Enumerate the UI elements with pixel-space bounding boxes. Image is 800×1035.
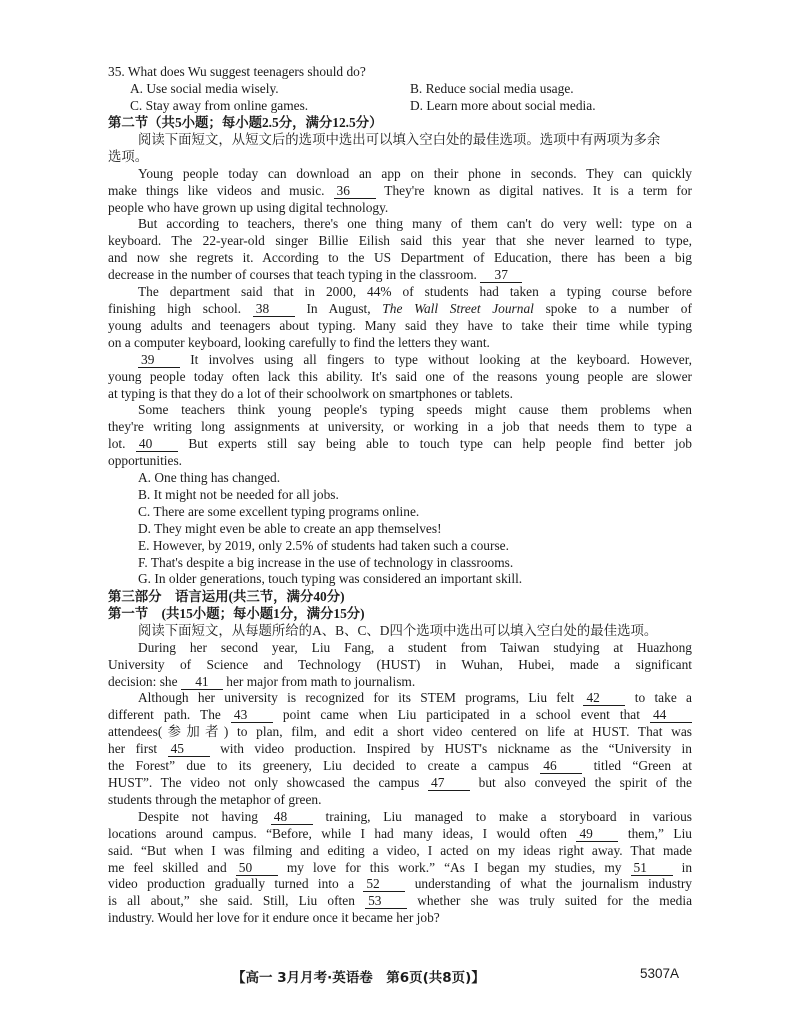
passage-line: 39 It involves using all fingers to type without looking at the keyboard. However, <box>108 352 692 369</box>
question-35-stem: 35. What does Wu suggest teenagers should do? <box>108 64 366 79</box>
option-d: D. Learn more about social media. <box>410 97 596 113</box>
part-3-section-1-heading: 第一节 (共15小题；每小题1分，满分15分) <box>108 605 365 621</box>
passage-line: University of Science and Technology (HUST) in Wuhan, Hubei, made a significant <box>108 656 692 672</box>
passage-line: locations around campus. “Before, while I had many ideas, I would often 49 them,” Liu <box>108 825 692 841</box>
passage-line: Despite not having 48 training, Liu managed to make a storyboard in various <box>138 808 692 824</box>
footer-page-info: 【高一 3月月考·英语卷 第6页(共8页)】 <box>232 970 485 986</box>
blank-37: 37 <box>480 268 522 283</box>
passage-line: industry. Would her love for it endure once it became her job? <box>108 910 440 926</box>
option-c: C. Stay away from online games. <box>130 97 309 113</box>
passage-line: video production gradually turned into a 52 understanding of what the journalism industry <box>108 876 692 892</box>
passage-line: different path. The 43 point came when Liu participated in a school event that 44 <box>108 707 692 724</box>
blank-38: 38 <box>253 302 295 317</box>
footer-exam-code: 5307A <box>640 966 680 981</box>
passage-line: students through the metaphor of green. <box>108 791 322 807</box>
blank-44: 44 <box>650 708 692 723</box>
option-item: E. However, by 2019, only 2.5% of students had taken such a course. <box>138 537 509 553</box>
section-2 <box>108 115 692 588</box>
passage-line: young people today often lack this ability. It's said one of the reasons young people are slower <box>108 368 692 384</box>
question-35-options-row2 <box>108 98 692 115</box>
passage-line: on a computer keyboard, looking carefully to find the letters they want. <box>108 334 490 350</box>
section-2-heading: 第二节（共5小题；每小题2.5分，满分12.5分） <box>108 115 383 130</box>
passage-line: The department said that in 2000, 44% of students had taken a typing course before <box>138 284 692 300</box>
blank-39: 39 <box>138 353 180 368</box>
blank-46: 46 <box>540 759 582 774</box>
blank-36: 36 <box>334 184 376 199</box>
blank-43: 43 <box>231 708 273 723</box>
passage-line: people who have grown up using digital technology. <box>108 199 389 215</box>
passage-line: Some teachers think young people's typing speeds might cause them problems when <box>138 402 692 418</box>
option-b: B. Reduce social media usage. <box>410 80 574 96</box>
passage-line: the Forest” due to its greenery, Liu decided to create a campus 46 titled “Green at <box>108 758 692 774</box>
section-2-instruction: 阅读下面短文，从短文后的选项中选出可以填入空白处的最佳选项。选项中有两项为多余 <box>138 131 661 147</box>
blank-45: 45 <box>168 742 210 757</box>
question-35-options-row1 <box>108 81 692 98</box>
part-3-instruction: 阅读下面短文，从每题所给的A、B、C、D四个选项中选出可以填入空白处的最佳选项。 <box>138 622 658 638</box>
blank-51: 51 <box>631 861 673 876</box>
passage-line: said. “But when I was filming and editing a video, I acted on my ideas right away. That made <box>108 842 692 858</box>
option-item: A. One thing has changed. <box>138 470 281 486</box>
passage-line: During her second year, Liu Fang, a student from Taiwan studying at Huazhong <box>138 639 692 655</box>
passage-line: make things like videos and music. 36 They're known as digital natives. It is a term for <box>108 182 693 198</box>
section-2-instruction-cont: 选项。 <box>108 148 149 164</box>
option-item: D. They might even be able to create an app themselves! <box>138 520 442 536</box>
blank-47: 47 <box>428 776 470 791</box>
passage-line: decision: she 41 her major from math to journalism. <box>108 673 416 689</box>
blank-53: 53 <box>365 894 407 909</box>
blank-49: 49 <box>576 827 618 842</box>
passage-line: HUST”. The video not only showcased the campus 47 but also conveyed the spirit of the <box>108 774 692 790</box>
option-item: B. It might not be needed for all jobs. <box>138 486 339 502</box>
blank-41: 41 <box>181 675 223 690</box>
blank-48: 48 <box>271 810 313 825</box>
passage-line: and now she regrets it. According to the US Department of Education, there has been a big <box>108 250 692 266</box>
passage-line: Young people today can download an app on their phone in seconds. They can quickly <box>138 165 692 181</box>
option-item: G. In older generations, touch typing was considered an important skill. <box>138 571 523 587</box>
blank-42: 42 <box>583 691 625 706</box>
part-3-heading: 第三部分 语言运用(共三节，满分40分) <box>108 589 345 604</box>
passage-line: her first 45 with video production. Inspired by HUST's nickname as the “University in <box>108 741 692 757</box>
part-3 <box>108 589 692 927</box>
option-a: A. Use social media wisely. <box>130 80 279 96</box>
passage-line: lot. 40 But experts still say being able to touch type can help people find better job <box>108 436 693 452</box>
option-item: C. There are some excellent typing programs online. <box>138 503 420 519</box>
blank-50: 50 <box>236 861 278 876</box>
passage-line: finishing high school. 38 In August, The Wall Street Journal spoke to a number of <box>108 300 692 316</box>
option-item: F. That's despite a big increase in the use of technology in classrooms. <box>138 554 514 570</box>
passage-line: Although her university is recognized for its STEM programs, Liu felt 42 to take a <box>138 690 692 706</box>
passage-line: decrease in the number of courses that teach typing in the classroom. 37 <box>108 267 692 284</box>
passage-line: at typing is that they do a lot of their schoolwork on smartphones or tablets. <box>108 385 513 401</box>
passage-line: opportunities. <box>108 453 183 469</box>
newspaper-title: The Wall Street Journal <box>382 300 534 316</box>
passage-line: me feel skilled and 50 my love for this work.” “As I began my studies, my 51 in <box>108 859 693 875</box>
passage-line: is all about,” she said. Still, Liu often 53 whether she was truly suited for the media <box>108 893 693 909</box>
blank-52: 52 <box>363 877 405 892</box>
passage-line: keyboard. The 22-year-old singer Billie Eilish said this year that she never learned to type, <box>108 233 692 249</box>
question-35 <box>108 64 692 115</box>
blank-40: 40 <box>136 437 178 452</box>
passage-line: they're writing long assignments at university, or working in a job that needs them to type a <box>108 419 692 435</box>
passage-line: attendees(参加者) to plan, film, and edit a short video centered on life at HUST. That was <box>108 724 692 740</box>
passage-line: young adults and teenagers about typing. Many said they have to take their time while typing <box>108 317 692 333</box>
passage-line: But according to teachers, there's one thing many of them can't do very well: type on a <box>138 216 692 232</box>
